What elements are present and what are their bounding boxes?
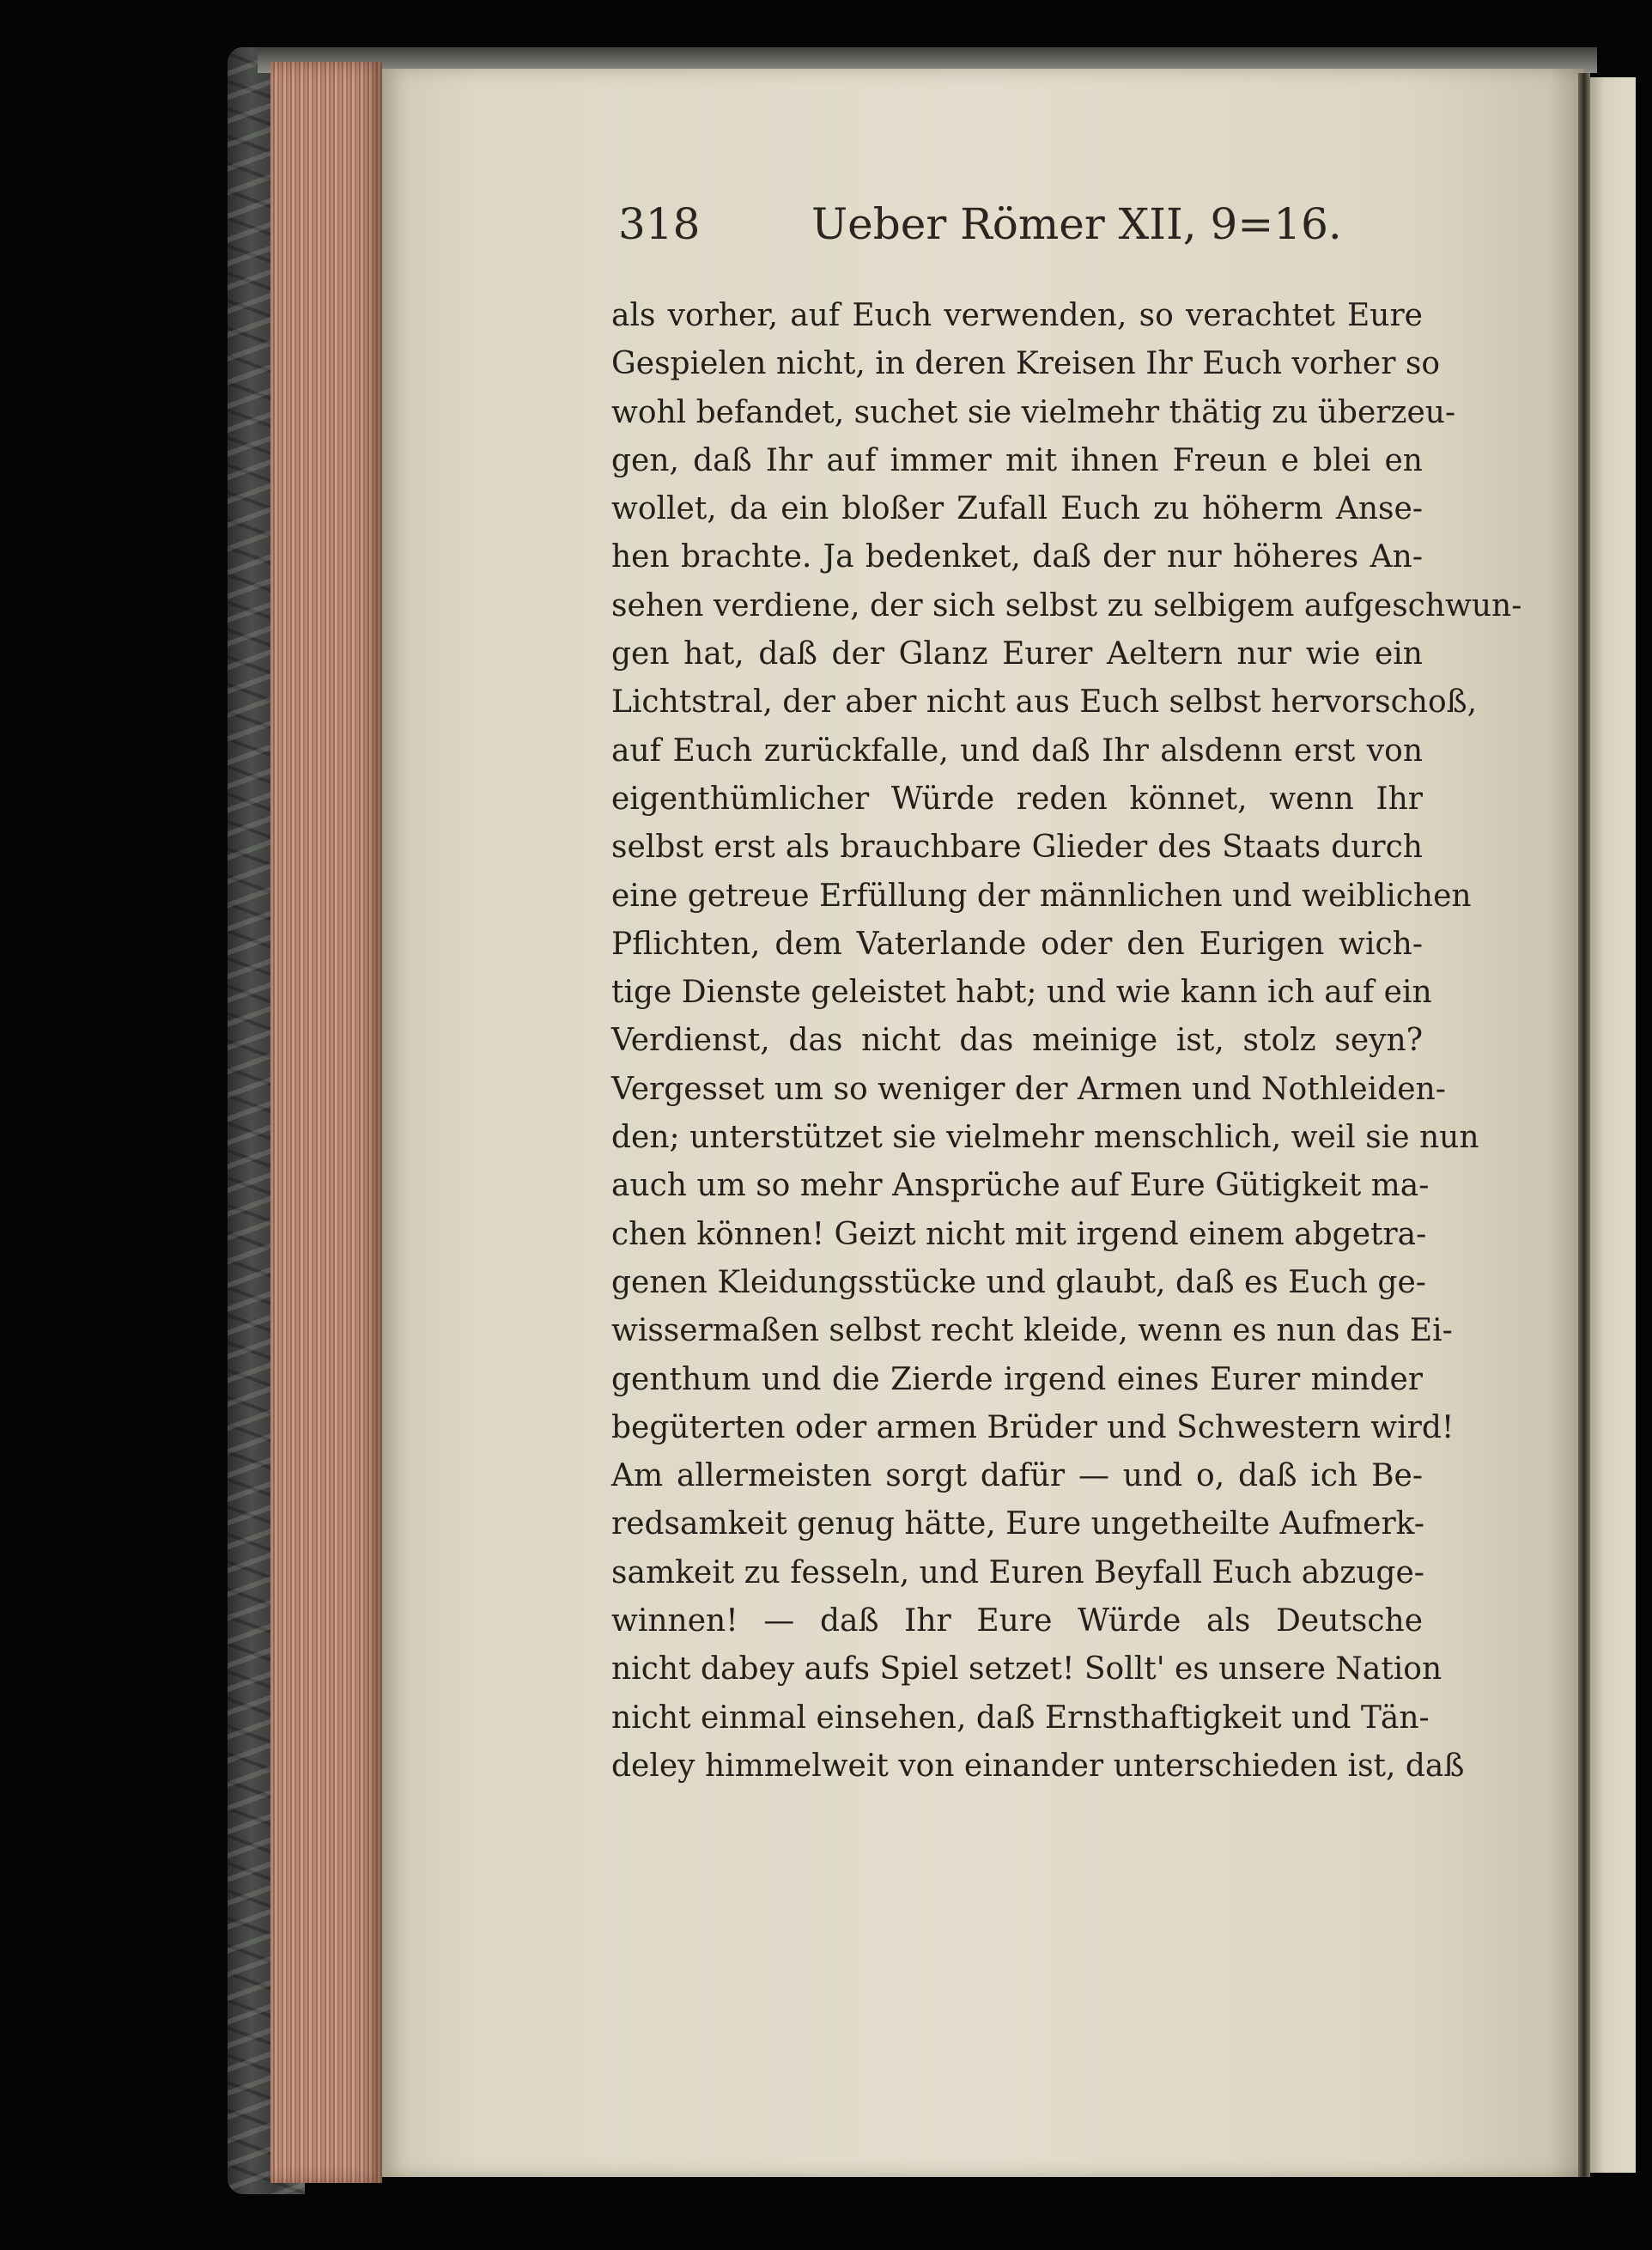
text-line: selbst erst als brauchbare Glieder des Staats durch xyxy=(611,830,1423,866)
text-line: begüterten oder armen Brüder und Schwestern wird! xyxy=(611,1409,1455,1445)
text-line: eigenthümlicher Würde reden könnet, wenn Ihr xyxy=(611,781,1423,817)
page-fore-edge xyxy=(270,62,382,2183)
text-line: wohl befandet, suchet sie vielmehr thätig zu überzeu- xyxy=(611,394,1456,430)
text-line: Gespielen nicht, in deren Kreisen Ihr Euch vorher so xyxy=(611,346,1441,382)
text-line: nicht einmal einsehen, daß Ernsthaftigkeit und Tän- xyxy=(611,1700,1430,1736)
text-line: eine getreue Erfüllung der männlichen und weiblichen xyxy=(611,878,1472,914)
text-line: gen, daß Ihr auf immer mit ihnen Freun e blei en xyxy=(611,442,1423,478)
book-gutter xyxy=(1578,73,1590,2177)
text-line: samkeit zu fesseln, und Euren Beyfall Euch abzuge- xyxy=(611,1554,1424,1590)
text-line: gen hat, daß der Glanz Eurer Aeltern nur wie ein xyxy=(611,636,1423,672)
text-line: redsamkeit genug hätte, Eure ungetheilte Aufmerk- xyxy=(611,1506,1425,1542)
text-line: chen können! Geizt nicht mit irgend einem abgetra- xyxy=(611,1216,1427,1252)
text-line: Vergesset um so weniger der Armen und Nothleiden- xyxy=(611,1071,1446,1107)
page-header xyxy=(618,199,1391,268)
text-line: Am allermeisten sorgt dafür — und o, daß ich Be- xyxy=(611,1458,1423,1494)
text-line: den; unterstützet sie vielmehr menschlich, weil sie nun xyxy=(611,1120,1479,1156)
text-line: genthum und die Zierde irgend eines Eurer minder xyxy=(611,1361,1423,1397)
page-number: 318 xyxy=(618,199,701,249)
text-line: deley himmelweit von einander unterschieden ist, daß xyxy=(611,1748,1465,1784)
text-line: Pflichten, dem Vaterlande oder den Eurigen wich- xyxy=(611,926,1423,962)
running-head: Ueber Römer XII, 9=16. xyxy=(811,199,1342,249)
text-line: sehen verdiene, der sich selbst zu selbigem aufgeschwun- xyxy=(611,587,1522,623)
text-line: wissermaßen selbst recht kleide, wenn es nun das Ei- xyxy=(611,1313,1453,1349)
text-line: genen Kleidungsstücke und glaubt, daß es Euch ge- xyxy=(611,1264,1426,1300)
text-line: Verdienst, das nicht das meinige ist, stolz seyn? xyxy=(611,1023,1423,1059)
text-line: tige Dienste geleistet habt; und wie kann ich auf ein xyxy=(611,975,1432,1011)
text-line: als vorher, auf Euch verwenden, so verachtet Eure xyxy=(611,298,1423,333)
text-line: wollet, da ein bloßer Zufall Euch zu höherm Anse- xyxy=(611,491,1423,527)
text-line: Lichtstral, der aber nicht aus Euch selbst hervorschoß, xyxy=(611,684,1478,721)
text-line: hen brachte. Ja bedenket, daß der nur höheres An- xyxy=(611,539,1423,575)
facing-page-sliver xyxy=(1584,77,1636,2173)
text-line: auf Euch zurückfalle, und daß Ihr alsdenn erst von xyxy=(611,733,1423,769)
text-line: nicht dabey aufs Spiel setzet! Sollt' es unsere Nation xyxy=(611,1651,1442,1688)
text-line: auch um so mehr Ansprüche auf Eure Gütigkeit ma- xyxy=(611,1168,1430,1204)
body-text xyxy=(611,292,1522,1791)
text-line: winnen! — daß Ihr Eure Würde als Deutsche xyxy=(611,1603,1423,1639)
